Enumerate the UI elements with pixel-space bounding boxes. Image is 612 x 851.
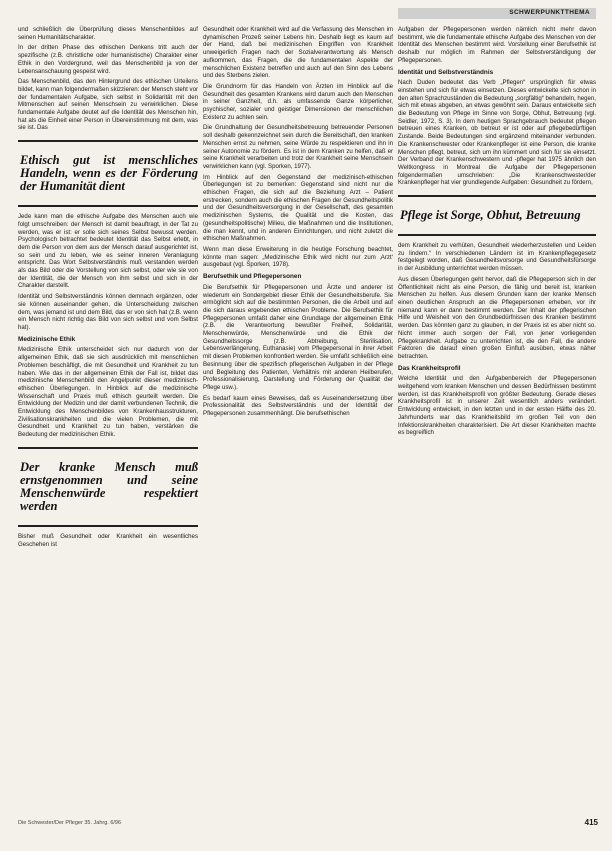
subheading: Identität und Selbstverständnis [398, 68, 494, 76]
paragraph: Jede kann man die ethische Aufgabe des Menschen auch wie folgt umschreiben: der Mensch ist damit beauftragt, in der Tat zu werden, was er ist: er solle sich seines Selbst bewusst werden. Psychologisch betrachtet bedeutet Identität das Selbst erlebt, in dem die Person von dem aus der Mensch darauf ausgerichtet ist, so sein und zu leben, wie es seiner inneren Veranlagung entspricht. Das Wort Selbstverständnis muß verstanden werden als das Bild oder die Vorstellung von sich selbst, oder wie sie von der Identität, die der Mensch von ihm selbst und sich in der Charakter darstellt. [18, 213, 198, 290]
divider [398, 234, 596, 236]
subheading: Berufsethik und Pflegepersonen [203, 273, 302, 281]
paragraph: Gesundheit oder Krankheit wird auf die Verfassung des Menschen im dynamischen Prozeß seiner Lebens hin. Deshalb liegt es kaum auf der Hand, daß bei medizinischen Eingriffen von Krankheit unweigerlich Fragen nach der Sozialverantwortung als Mensch aufkommen, das Fragen, die die fundamentalen Aspekte der menschlichen Existenz betreffen und auch auf den Sinn des Lebens und des Sterbens zielen. [203, 26, 393, 80]
paragraph: Bisher muß Gesundheit oder Krankheit ein wesentliches Geschehen ist [18, 532, 198, 548]
pull-quote-headline: Der kranke Mensch muß ernstgenommen und seine Menschenwürde respektiert werden [20, 459, 198, 513]
divider [18, 525, 198, 527]
column-3 [398, 26, 596, 440]
paragraph: Medizinische Ethik unterscheidet sich nur dadurch von der allgemeinen Ethik, daß sie sich ausdrücklich mit menschlichen Problemen beschäftigt, die mit Gesundheit und Krankheit zu tun haben. Wie das in der allgemeinen Ethik der Fall ist, bildet das medizinische Menschenbild den Angelpunkt dieser medizinisch-ethischen Überlegungen. In Hinblick auf die medizinische Wissenschaft und Praxis muß ethisch geurteilt werden. Die Entwicklung der Medizin und der damit verbundenen Technik, die Entwicklung des Menschenbildes von Krankenhausstrukturen, Zivilisationskrankheiten und die vielen Problemen, die mit Gesundheit und Krankheit zu tun haben, verstärken die Bedeutung der medizinischen Ethik. [18, 346, 198, 439]
paragraph: Die Berufsethik für Pflegepersonen und Ärzte und anderer ist wiederum ein Sondergebiet dieser Ethik der Gesundheitsberufe. Sie ermöglicht sich auf die bestimmten Personen, die die Arbeit und auf die sich daraus ergebenden ethischen Probleme. Die Berufsethik für Pflegepersonen umfaßt daher eine Grundlage der allgemeinen Ethik (z.B. die Verantwortung bewußter Freiheit, Solidarität, Menschenwürde, Menschenwürde und die Ethik der Gesundheitssorge (z.B. Abtreibung, Sterilisation, Lebensverlängerung, Euthanasie) vom Pflegepersonal in ihrer Arbeit mit diesen Problemen konfrontiert werden. Sie umfaßt schließlich eine Besinnung über die spezifisch pflegerischen Aufgaben in der Pflege und Begleitung des Patienten, Verhältnis mit anderen Heilberufen, Professionalisierung, Darstellung und Förderung der Qualität der Pflege usw.). [203, 283, 393, 391]
section-header-bar [398, 8, 596, 19]
page-footer: Die Schwester/Der Pfleger 35. Jahrg. 6/96 [18, 820, 122, 826]
paragraph: Aus diesen Überlegungen geht hervor, daß die Pflegeperson sich in der Öffentlichkeit nicht als eine Person, die fähig und bereit ist, kranken Menschen zu helfen. Aus diesem Grunden kann der kranke Mensch einen deutlichen Anspruch an die Pflegepersonen erheben, vor ihr niemand kann er dann bestimmt werden. Der Inhalt der pflegerischen Hilfe und Weisheit von den Grundbedürfnissen des Kranken bestimmt werden. Das könnten ganz zu glauben, in der Praxis ist es aber nicht so. Nicht immer auch sorgen der Fall, von jener vorliegenden Pflegekrankheit. Aufgabe zu unterrichten ist, die den Fall, die andere Faktoren die darauf einen großen Einfluß ausüben, etwas näher betrachten. [398, 275, 596, 360]
paragraph: Die Grundnorm für das Handeln von Ärzten im Hinblick auf die Gesundheit des gesamten Krankens wird darum auch den Menschen in seiner Ganzheit, d.h. als umfassende Ganze körperlicher, psychischer, sozialer und geistiger Dimensionen der menschlichen Existenz zu achten sein. [203, 82, 393, 121]
paragraph: In der dritten Phase des ethischen Denkens tritt auch der spezifische (z.B. christliche oder humanistische) Charakter einer Ethik in den Vordergrund, weil das Menschenbild ja von der Lebensanschauung gespeist wird. [18, 44, 198, 75]
paragraph: Aufgaben der Pflegepersonen werden nämlich nicht mehr davon bestimmt, wie die fundamentale ethische Aufgabe des Menschen von der Identität des Menschen bestimmt wird. Vorstellung einer Berufsethik ist deshalb nur möglich im Rahmen der Selbstverständigung der Pflegepersonen. [398, 26, 596, 64]
divider [18, 140, 198, 142]
column-2 [203, 26, 393, 421]
paragraph: Wenn man diese Erweiterung in die heutige Forschung beachtet, könnte man sagen: „Medizinische Ethik wird nicht nur zum ‚Arzt‘ ausgebaut (vgl. Sporken, 1978). [203, 245, 393, 269]
column-1 [18, 26, 198, 551]
paragraph: und schließlich die Überprüfung dieses Menschenbildes auf seinen Humanitätscharakter. [18, 26, 198, 41]
paragraph: Im Hinblick auf den Gegenstand der medizinisch-ethischen Überlegungen ist zu bemerken: Gegenstand sind nicht nur die ethischen Fragen, die sich auf die Beziehung Arzt – Patient erstrecken, sondern auch die ethischen Fragen der Gesundheitspolitik und der Gesundheitsversorgung in der Gesellschaft, des gesamten medizinischen Systems, die Qualität und die Kosten, das (gesundheitspolitische) Milieu, die Maßnahmen und die Institutionen, die man kennt, und in anderen Einrichtungen, und nicht zuletzt die ethischen Maßnahmen. [203, 173, 393, 243]
paragraph: Das Menschenbild, das den Hintergrund des ethischen Urteilens bildet, kann man folgendermaßen skizzieren: der Mensch steht vor der fundamentalen Aufgabe, sich selbst in Solidarität mit den Mitmenschen auf seinen Menschsein zu verwirklichen. Diese fundamentale Aufgabe deutet auf die Identität des Menschen hin, hat als die Einheit einer Person in Übereinstimmung mit dem, was sie ist. Das [18, 78, 198, 132]
paragraph: Nach Duden bedeutet das Verb „Pflegen“ ursprünglich für etwas einstehen und sich für etwas einsetzen. Dieses entwickelte sich schon in den alten Sprachzuständen die Bedeutung „sorgfältig“ behandeln, hegen, sich mit etwas abgeben, an etwas gewöhnt sein. Daraus entwickelte sich die Bedeutung von Pflege im Sinne von Sorge, Obhut, Betreuung (vgl. Seidler, 1972, S. 3). In dem heutigen Sprachgebrauch bedeutet pflegen betreuen eines Kranken, ob betreut er ist oder auf pflegebedürftigen Zustande. Beide Bedeutungen sind ergänzend miteinander verbunden. Die Krankenschwester oder Krankenpfleger ist eine Person, die kranke Menschen pflegt, betreut, sich um ihn kümmert und sich für sie einsetzt. Der Verband der Krankenschwestern und -pfleger hat 1975 ähnlich den Weltkongress in Montreal die Aufgabe der Pflegepersonen folgendermaßen umschrieben: „Die Krankenschwester/der Krankenpfleger hat vier grundlegende Aufgaben: Gesundheit zu fördern, [398, 79, 596, 187]
section-header-label: SCHWERPUNKTTHEMA [509, 9, 590, 16]
subheading: Das Krankheitsprofil [398, 364, 461, 372]
subheading: Medizinische Ethik [18, 335, 76, 343]
paragraph: Die Grundhaltung der Gesundheitsbetreuung betreuender Personen soll deshalb gekennzeichnet sein durch die Bereitschaft, den kranken Menschen ernst zu nehmen, seine Würde zu respektieren und ihn in seiner Autonomie zu fördern. Es ist in dem Kranken zu helfen, daß er seine Krankheit verarbeiten und trotz der Krankheit seine Menschsein verwirklichen kann (vgl. Sporken, 1977). [203, 124, 393, 170]
paragraph: Es bedarf kaum eines Beweises, daß es Auseinandersetzung über Professionalität des Selbstverständnis und der Identität der Pflegepersonen zusammenhängt. Die berufsethischen [203, 394, 393, 418]
pull-quote-headline: Pflege ist Sorge, Obhut, Betreuung [400, 208, 581, 223]
divider [18, 205, 198, 207]
page-number: 415 [584, 818, 598, 827]
divider [398, 195, 596, 197]
pull-quote-headline: Ethisch gut ist menschliches Handeln, wenn es der Förderung der Humanität dient [20, 153, 198, 194]
paragraph: Welche Identität und den Aufgabenbereich der Pflegepersonen weitgehend vom kranken Menschen und dessen Bedürfnissen bestimmt werden, ist das Krankheitsprofil von größter Bedeutung. Gerade dieses Krankheitsprofil ist in unserer Zeit wesentlich anders verändert. Entwicklung entwickelt, in den letzten und in der ersten Hälfte des 20. Jahrhunderts war das Krankheitsbild im großen Teil von den Infektionskrankheiten charakterisiert. Die Art dieser Krankheiten machte es begreiflich [398, 375, 596, 437]
paragraph: Identität und Selbstverständnis können demnach ergänzen, oder sie können auseinander gehen, die Unterscheidung zwischen dem, was jemand ist und dem Bild, das er von sich hat (z.B. wenn ein Mensch nicht richtig das Bild von sich selbst und vom Selbst hat). [18, 293, 198, 331]
divider [18, 447, 198, 449]
paragraph: dem Krankheit zu verhüten, Gesundheit wiederherzustellen und Leiden zu lindern.“ In verschiedenen Ländern ist im Krankenpflegegesetz festgelegt worden, daß Gesundheitsvorsorge und Gesundheitsfürsorge in der Ausbildung unterrichtet werden müssen. [398, 242, 596, 273]
